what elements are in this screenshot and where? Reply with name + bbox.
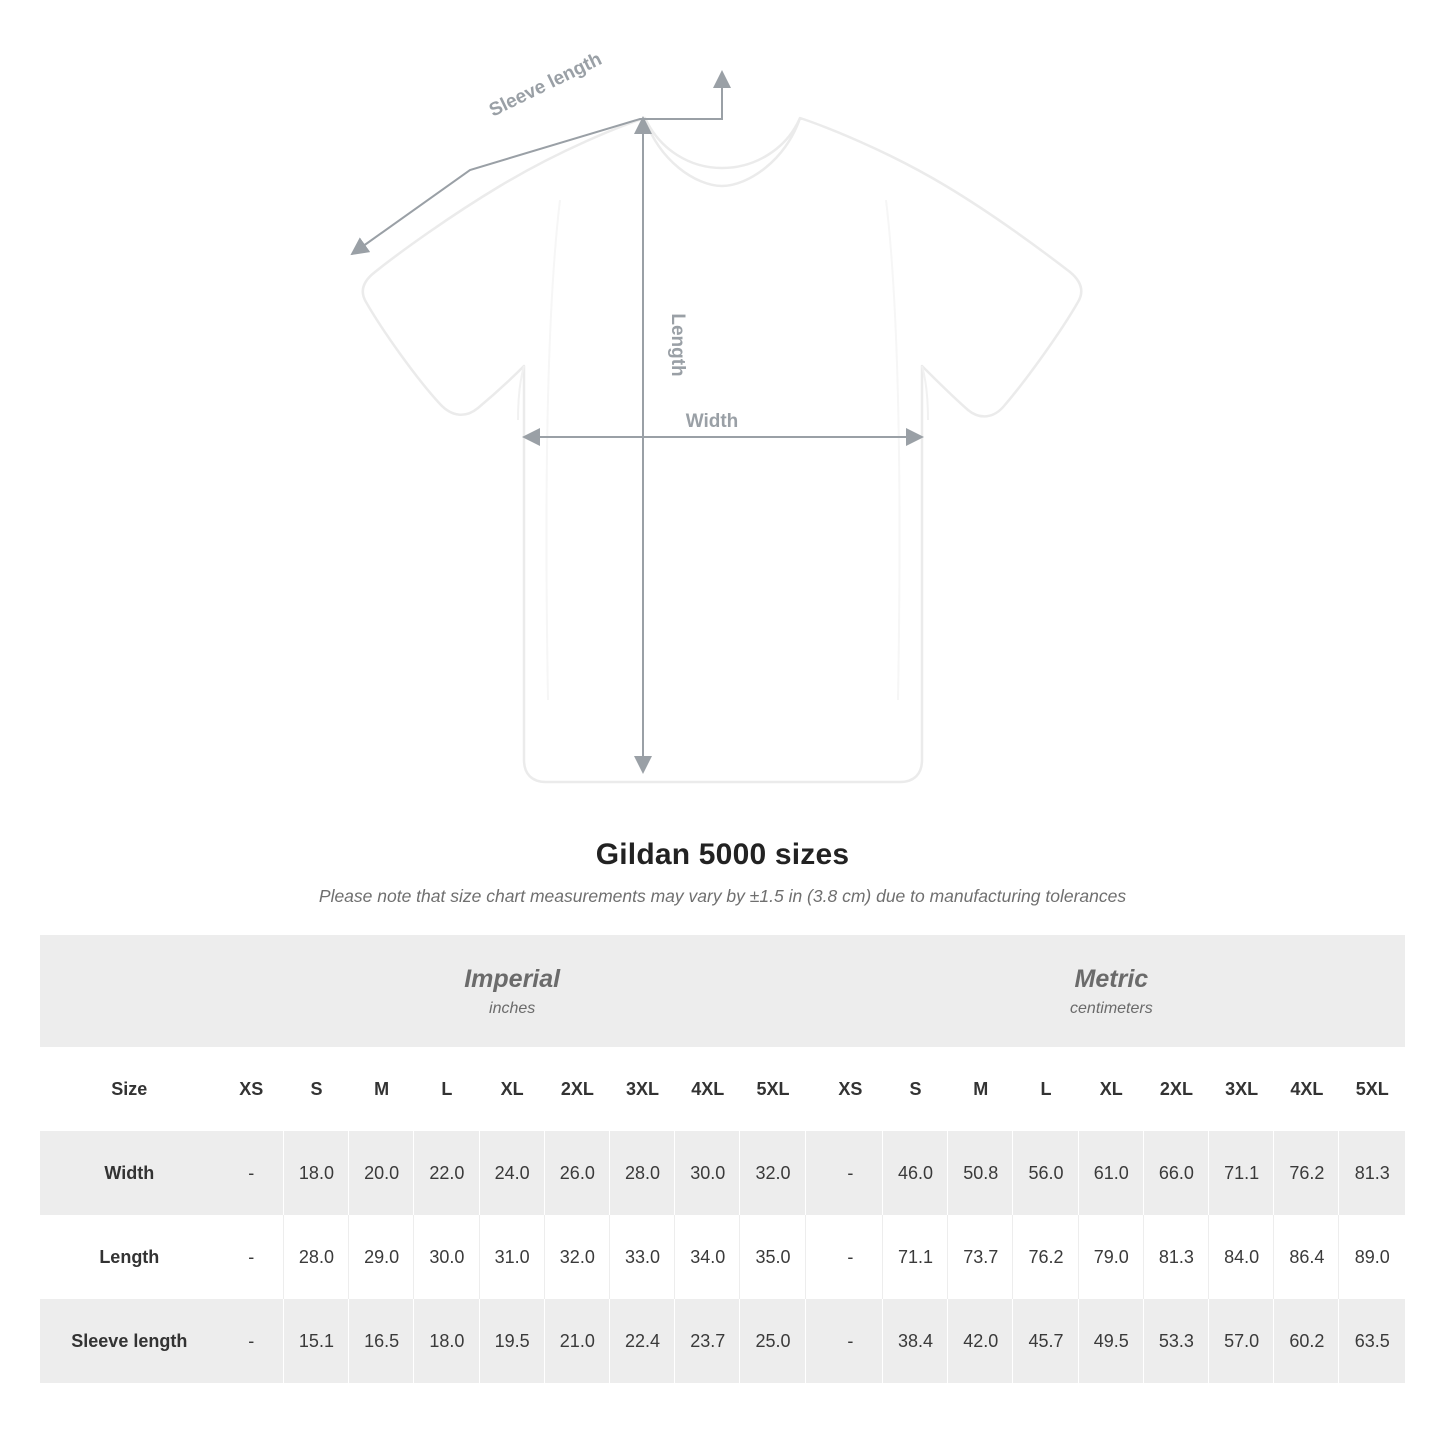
cell-length-metric-5xl: 89.0 xyxy=(1339,1215,1405,1299)
column-header-metric-3xl: 3XL xyxy=(1209,1047,1274,1131)
title-block xyxy=(0,838,1445,907)
row-label-sleeve-length: Sleeve length xyxy=(40,1299,219,1383)
cell-width-imperial-4xl: 30.0 xyxy=(675,1131,740,1215)
cell-sleeve-imperial-l: 18.0 xyxy=(414,1299,479,1383)
cell-sleeve-metric-m: 42.0 xyxy=(948,1299,1013,1383)
column-header-metric-5xl: 5XL xyxy=(1339,1047,1405,1131)
cell-length-metric-l: 76.2 xyxy=(1013,1215,1078,1299)
cell-width-metric-3xl: 71.1 xyxy=(1209,1131,1274,1215)
cell-width-metric-4xl: 76.2 xyxy=(1274,1131,1339,1215)
column-header-imperial-3xl: 3XL xyxy=(610,1047,675,1131)
row-label-length: Length xyxy=(40,1215,219,1299)
tshirt-shape xyxy=(363,118,1082,782)
cell-length-metric-3xl: 84.0 xyxy=(1209,1215,1274,1299)
length-label: Length xyxy=(667,313,688,377)
cell-length-metric-s: 71.1 xyxy=(883,1215,948,1299)
cell-sleeve-metric-xs: - xyxy=(818,1299,883,1383)
column-header-metric-xl: XL xyxy=(1079,1047,1144,1131)
cell-width-imperial-m: 20.0 xyxy=(349,1131,414,1215)
unit-header-gap xyxy=(806,935,818,1047)
cell-width-metric-m: 50.8 xyxy=(948,1131,1013,1215)
column-header-metric-2xl: 2XL xyxy=(1144,1047,1209,1131)
cell-sleeve-imperial-2xl: 21.0 xyxy=(545,1299,610,1383)
cell-width-imperial-s: 18.0 xyxy=(284,1131,349,1215)
cell-sleeve-imperial-5xl: 25.0 xyxy=(740,1299,805,1383)
cell-sleeve-metric-xl: 49.5 xyxy=(1079,1299,1144,1383)
cell-gap-width xyxy=(806,1131,818,1215)
cell-length-imperial-xl: 31.0 xyxy=(480,1215,545,1299)
column-header-imperial-xs: XS xyxy=(219,1047,284,1131)
column-header-imperial-m: M xyxy=(349,1047,414,1131)
cell-width-imperial-l: 22.0 xyxy=(414,1131,479,1215)
cell-gap-sleeve xyxy=(806,1299,818,1383)
cell-gap-length xyxy=(806,1215,818,1299)
cell-width-imperial-2xl: 26.0 xyxy=(545,1131,610,1215)
cell-length-imperial-2xl: 32.0 xyxy=(545,1215,610,1299)
column-header-imperial-2xl: 2XL xyxy=(545,1047,610,1131)
table-row-length xyxy=(40,1215,1405,1299)
unit-sub-metric: centimeters xyxy=(1070,1000,1153,1018)
column-header-imperial-5xl: 5XL xyxy=(740,1047,805,1131)
column-header-size: Size xyxy=(40,1047,219,1131)
width-label: Width xyxy=(685,411,739,432)
cell-width-imperial-3xl: 28.0 xyxy=(610,1131,675,1215)
cell-sleeve-imperial-xs: - xyxy=(219,1299,284,1383)
cell-length-imperial-l: 30.0 xyxy=(414,1215,479,1299)
cell-sleeve-imperial-3xl: 22.4 xyxy=(610,1299,675,1383)
cell-sleeve-metric-s: 38.4 xyxy=(883,1299,948,1383)
cell-sleeve-metric-5xl: 63.5 xyxy=(1339,1299,1405,1383)
size-header-row xyxy=(40,1047,1405,1131)
size-table-wrap xyxy=(40,935,1405,1383)
cell-length-imperial-4xl: 34.0 xyxy=(675,1215,740,1299)
unit-name-imperial: Imperial xyxy=(464,964,561,993)
page-title: Gildan 5000 sizes xyxy=(595,838,850,871)
column-header-metric-l: L xyxy=(1013,1047,1078,1131)
unit-sub-imperial: inches xyxy=(489,1000,536,1018)
unit-header-spacer xyxy=(40,935,219,1047)
cell-length-imperial-s: 28.0 xyxy=(284,1215,349,1299)
cell-sleeve-metric-l: 45.7 xyxy=(1013,1299,1078,1383)
cell-width-metric-xs: - xyxy=(818,1131,883,1215)
cell-width-imperial-xs: - xyxy=(219,1131,284,1215)
tolerance-note: Please note that size chart measurements may vary by ±1.5 in (3.8 cm) due to manufacturing tolerances xyxy=(318,886,1127,906)
cell-sleeve-metric-2xl: 53.3 xyxy=(1144,1299,1209,1383)
table-row-sleeve-length xyxy=(40,1299,1405,1383)
cell-sleeve-imperial-s: 15.1 xyxy=(284,1299,349,1383)
cell-sleeve-metric-3xl: 57.0 xyxy=(1209,1299,1274,1383)
cell-width-metric-xl: 61.0 xyxy=(1079,1131,1144,1215)
cell-length-metric-m: 73.7 xyxy=(948,1215,1013,1299)
column-header-imperial-l: L xyxy=(414,1047,479,1131)
cell-length-metric-xl: 79.0 xyxy=(1079,1215,1144,1299)
column-header-imperial-s: S xyxy=(284,1047,349,1131)
table-row-width xyxy=(40,1131,1405,1215)
row-label-width: Width xyxy=(40,1131,219,1215)
cell-width-metric-l: 56.0 xyxy=(1013,1131,1078,1215)
cell-width-imperial-xl: 24.0 xyxy=(480,1131,545,1215)
column-header-metric-m: M xyxy=(948,1047,1013,1131)
column-header-imperial-xl: XL xyxy=(480,1047,545,1131)
cell-sleeve-imperial-m: 16.5 xyxy=(349,1299,414,1383)
cell-length-metric-2xl: 81.3 xyxy=(1144,1215,1209,1299)
column-gap xyxy=(806,1047,818,1131)
unit-header-row xyxy=(40,935,1405,1047)
cell-length-metric-xs: - xyxy=(818,1215,883,1299)
column-header-imperial-4xl: 4XL xyxy=(675,1047,740,1131)
cell-width-metric-2xl: 66.0 xyxy=(1144,1131,1209,1215)
cell-width-metric-s: 46.0 xyxy=(883,1131,948,1215)
cell-width-metric-5xl: 81.3 xyxy=(1339,1131,1405,1215)
cell-length-imperial-xs: - xyxy=(219,1215,284,1299)
cell-length-imperial-m: 29.0 xyxy=(349,1215,414,1299)
cell-sleeve-imperial-xl: 19.5 xyxy=(480,1299,545,1383)
cell-width-imperial-5xl: 32.0 xyxy=(740,1131,805,1215)
unit-header-metric xyxy=(818,935,1405,1047)
column-header-metric-xs: XS xyxy=(818,1047,883,1131)
sleeve-length-label: Sleeve length xyxy=(485,48,606,122)
cell-sleeve-metric-4xl: 60.2 xyxy=(1274,1299,1339,1383)
unit-name-metric: Metric xyxy=(1074,964,1149,993)
column-header-metric-4xl: 4XL xyxy=(1274,1047,1339,1131)
unit-header-imperial xyxy=(219,935,806,1047)
column-header-metric-s: S xyxy=(883,1047,948,1131)
cell-length-imperial-3xl: 33.0 xyxy=(610,1215,675,1299)
size-table xyxy=(40,935,1405,1383)
cell-length-imperial-5xl: 35.0 xyxy=(740,1215,805,1299)
cell-length-metric-4xl: 86.4 xyxy=(1274,1215,1339,1299)
cell-sleeve-imperial-4xl: 23.7 xyxy=(675,1299,740,1383)
